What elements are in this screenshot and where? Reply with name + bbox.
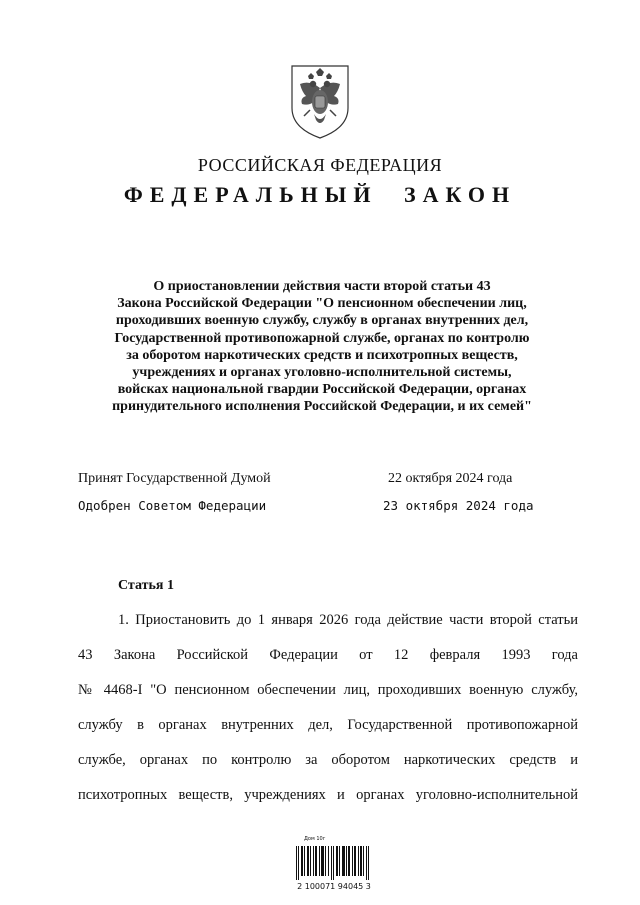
- council-label: Одобрен Советом Федерации: [78, 498, 267, 513]
- title-line: Закона Российской Федерации "О пенсионном обеспечении лиц,: [117, 296, 527, 312]
- title-line: проходивших военную службу, службу в органах внутренних дел,: [115, 313, 529, 329]
- title-line: за оборотом наркотических средств и психотропных веществ,: [126, 347, 518, 363]
- title-line: учреждениях и органах уголовно-исполнительной системы,: [132, 365, 512, 381]
- article-line: службе, органах по контролю за оборотом наркотических средств и: [78, 752, 578, 768]
- barcode-top-text: Дом 10г: [304, 836, 326, 842]
- title-line: Государственной противопожарной службе, органах по контролю: [114, 330, 530, 346]
- document-type: ФЕДЕРАЛЬНЫЙ ЗАКОН: [123, 182, 517, 207]
- title-line: войсках национальной гвардии Российской Федерации, органах: [117, 382, 527, 398]
- coat-of-arms-icon: [288, 62, 352, 140]
- article-line: № 4468-I "О пенсионном обеспечении лиц, проходивших военную службу,: [78, 682, 578, 698]
- article-line: психотропных веществ, учреждениях и органах уголовно-исполнительной: [78, 787, 578, 803]
- article-line: службу в органах внутренних дел, Государственной противопожарной: [78, 717, 578, 733]
- title-line: принудительного исполнения Российской Федерации, и их семей": [112, 399, 532, 415]
- barcode-bars-icon: [290, 836, 378, 882]
- article-line: 1. Приостановить до 1 января 2026 года действие части второй статьи: [118, 612, 578, 628]
- country-name: РОССИЙСКАЯ ФЕДЕРАЦИЯ: [197, 155, 443, 175]
- duma-date: 22 октября 2024 года: [388, 471, 513, 486]
- barcode: [290, 836, 378, 894]
- barcode-number: 2 100071 94045 3: [297, 882, 371, 891]
- title-line: О приостановлении действия части второй статьи 43: [153, 279, 491, 294]
- article-line: 43 Закона Российской Федерации от 12 февраля 1993 года: [78, 647, 578, 663]
- duma-label: Принят Государственной Думой: [78, 471, 271, 486]
- law-title: [80, 278, 564, 416]
- article-heading: Статья 1: [118, 578, 174, 593]
- council-date: 23 октября 2024 года: [383, 498, 534, 513]
